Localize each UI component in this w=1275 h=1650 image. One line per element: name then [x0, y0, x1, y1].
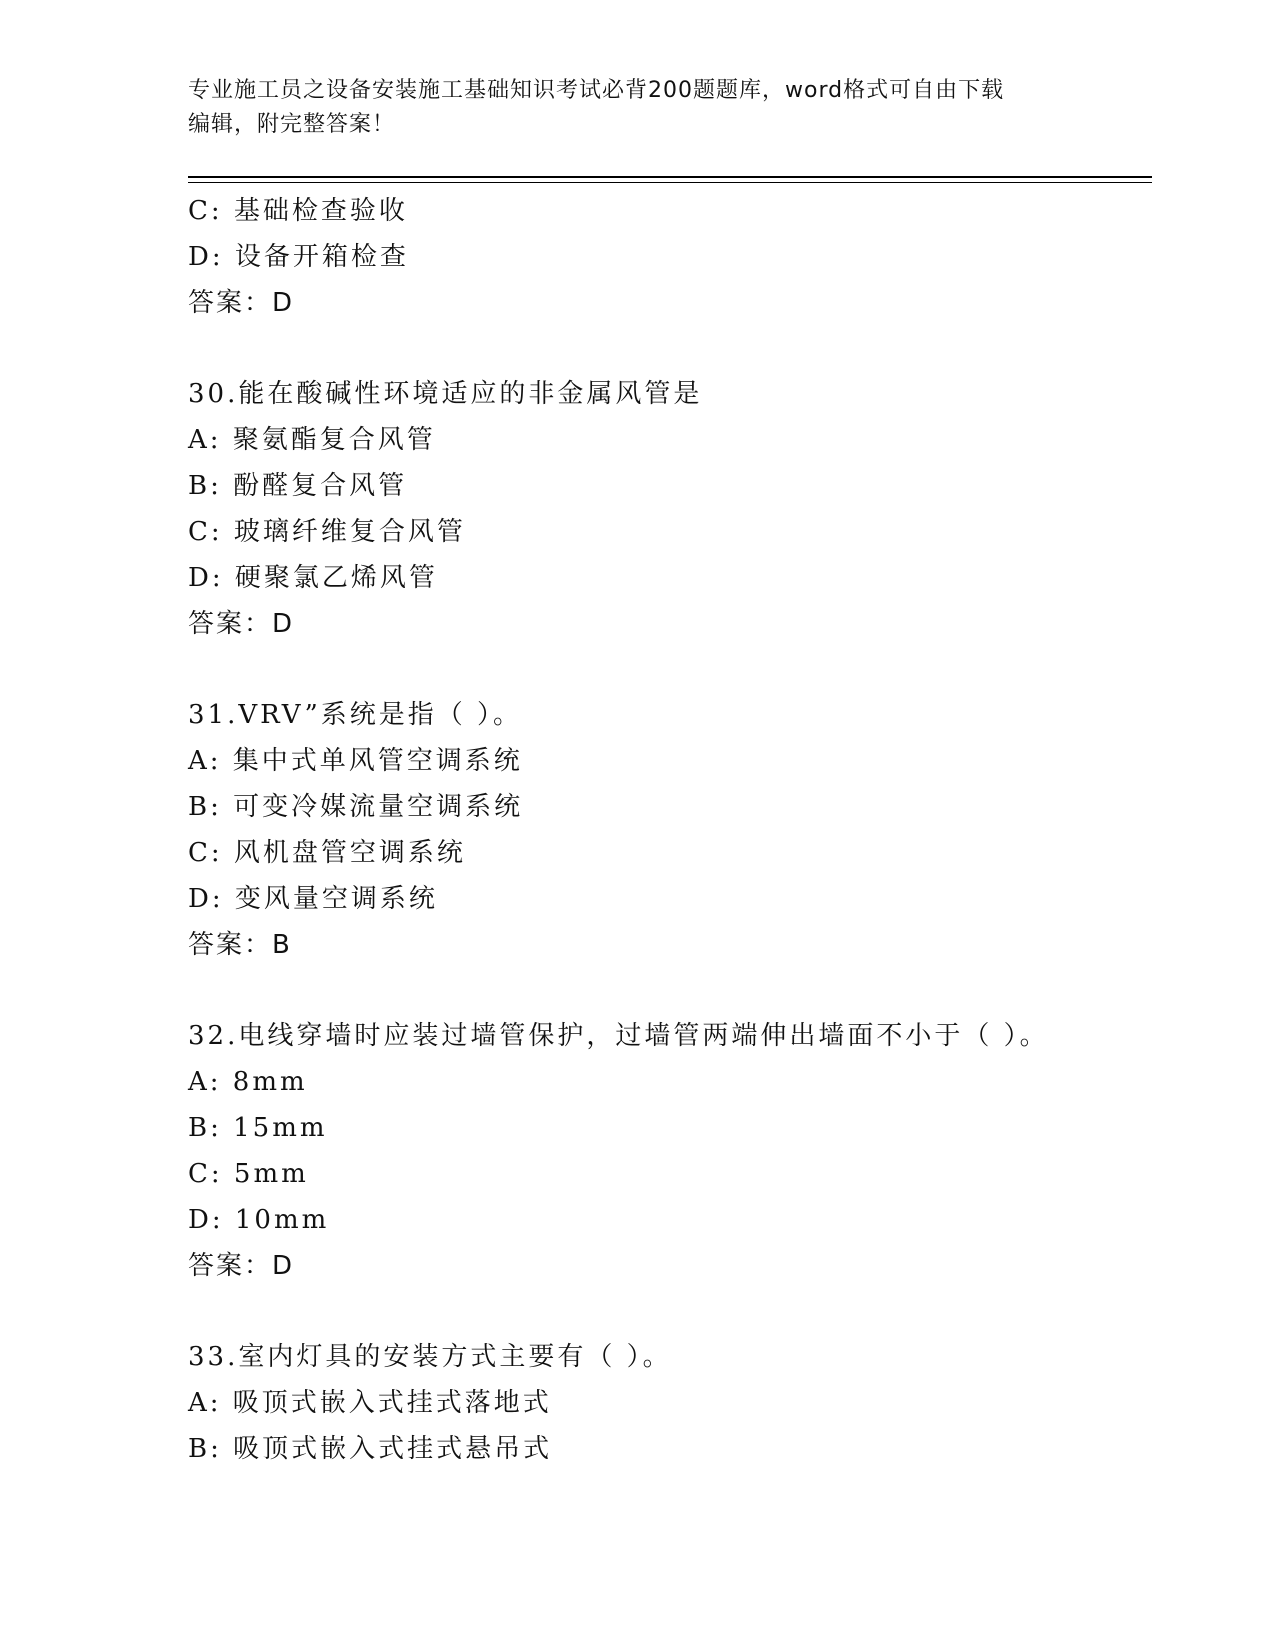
option-d: D: 10mm: [188, 1205, 330, 1235]
header-divider-thin: [188, 182, 1152, 183]
header-line-1: 专业施工员之设备安装施工基础知识考试必背200题题库，word格式可自由下载: [188, 78, 1005, 103]
answer-line: 答案：D: [188, 288, 295, 318]
option-b: B: 15mm: [188, 1113, 328, 1143]
question-stem: 31.VRV”系统是指（ ）。: [188, 700, 523, 730]
document-header: [188, 74, 1068, 142]
option-c: C: 玻璃纤维复合风管: [188, 517, 466, 547]
answer-line: 答案：B: [188, 930, 292, 960]
header-line-2: 编辑，附完整答案！: [188, 112, 396, 137]
option-a: A: 集中式单风管空调系统: [188, 746, 523, 776]
option-d: D: 变风量空调系统: [188, 884, 438, 914]
answer-line: 答案：D: [188, 1251, 295, 1281]
option-c: C: 风机盘管空调系统: [188, 838, 466, 868]
question-block: [188, 1334, 1152, 1472]
question-block: [188, 692, 1152, 968]
option-a: A: 8mm: [188, 1067, 308, 1097]
option-d: D: 设备开箱检查: [188, 242, 409, 272]
question-list: [188, 188, 1152, 1472]
question-block-partial: [188, 188, 1152, 326]
question-block: [188, 371, 1152, 647]
option-b: B: 吸顶式嵌入式挂式悬吊式: [188, 1434, 553, 1464]
option-a: A: 聚氨酯复合风管: [188, 425, 436, 455]
option-d: D: 硬聚氯乙烯风管: [188, 563, 438, 593]
answer-line: 答案：D: [188, 609, 295, 639]
option-c: C: 基础检查验收: [188, 196, 408, 226]
option-c: C: 5mm: [188, 1159, 309, 1189]
option-b: B: 可变冷媒流量空调系统: [188, 792, 524, 822]
question-block: [188, 1013, 1152, 1289]
question-stem: 33.室内灯具的安装方式主要有（ ）。: [188, 1342, 672, 1372]
option-a: A: 吸顶式嵌入式挂式落地式: [188, 1388, 552, 1418]
question-stem: 30.能在酸碱性环境适应的非金属风管是: [188, 379, 703, 409]
option-b: B: 酚醛复合风管: [188, 471, 408, 501]
question-stem: 32.电线穿墙时应装过墙管保护，过墙管两端伸出墙面不小于（ ）。: [188, 1021, 1049, 1051]
header-divider-thick: [188, 176, 1152, 178]
